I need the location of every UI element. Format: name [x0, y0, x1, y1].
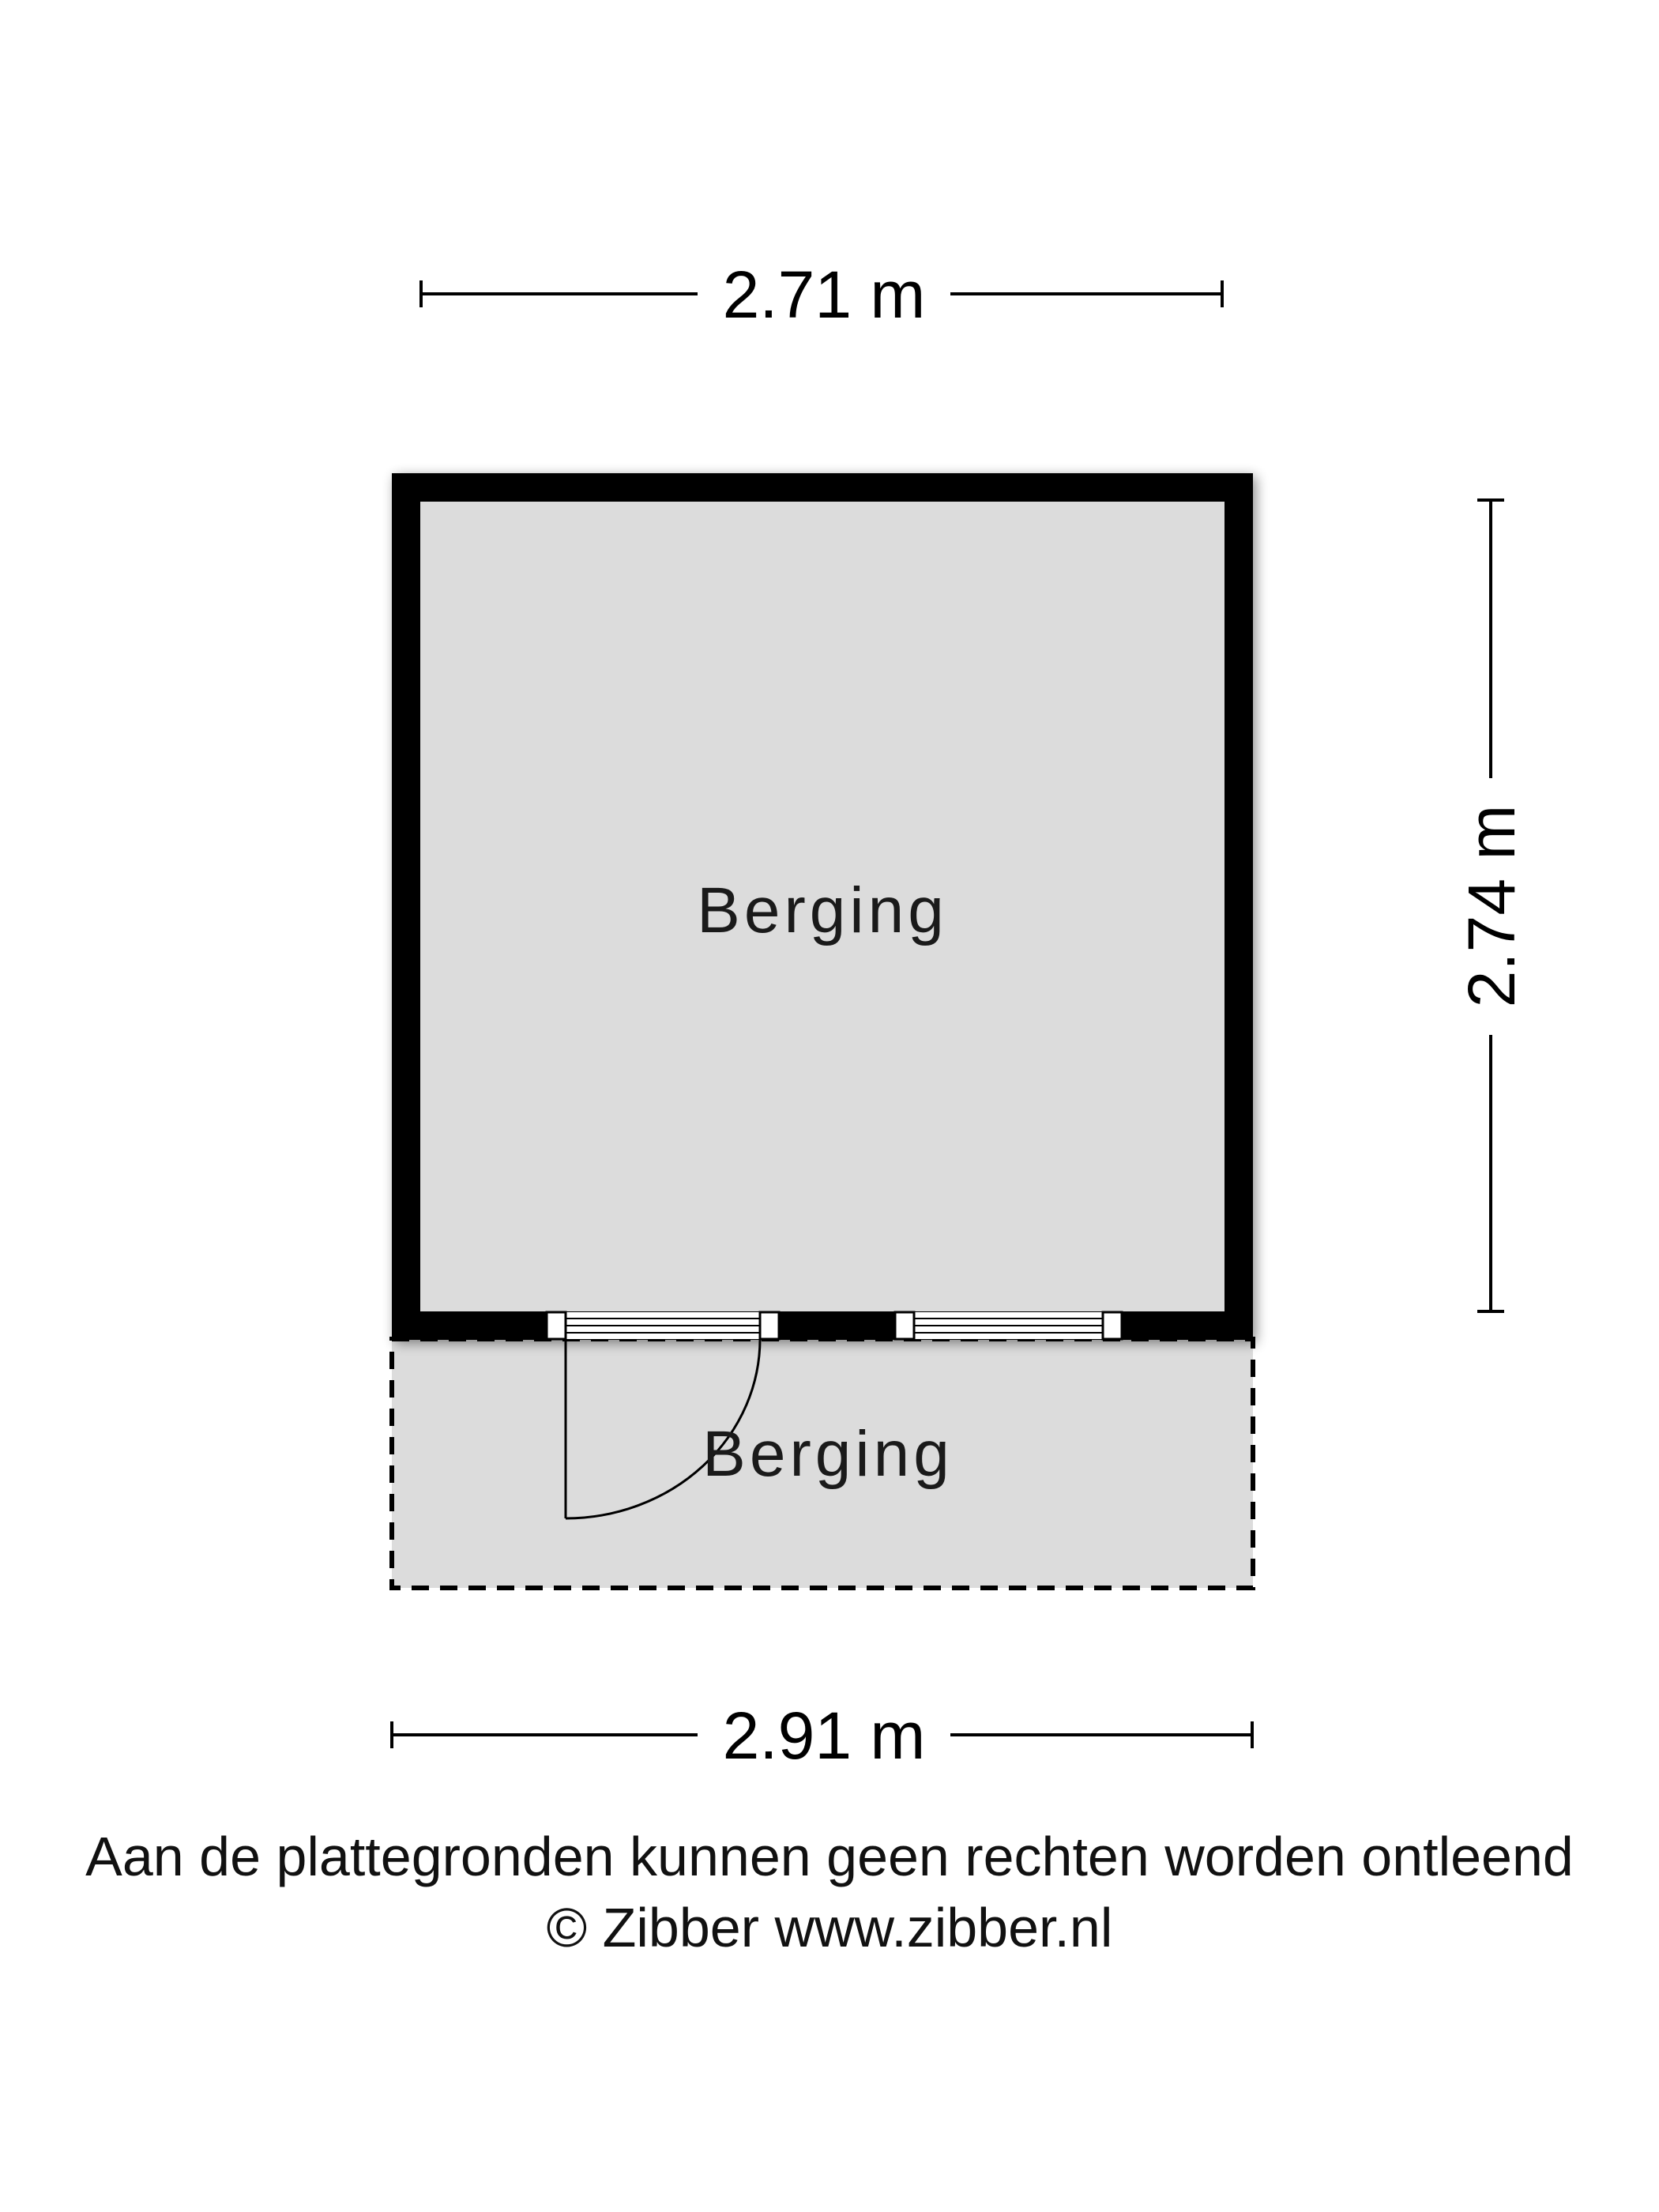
disclaimer-text: Aan de plattegronden kunnen geen rechten worden ontleend	[85, 1826, 1574, 1887]
dimension-right	[1454, 500, 1529, 1311]
dimension-bottom	[392, 1698, 1252, 1773]
dimension-top-label: 2.71 m	[722, 258, 926, 332]
dimension-bottom-label: 2.91 m	[722, 1698, 926, 1773]
copyright-text: © Zibber www.zibber.nl	[546, 1897, 1113, 1958]
dimension-right-label: 2.74 m	[1454, 804, 1529, 1008]
room-label-outdoor: Berging	[702, 1418, 954, 1490]
dimension-top	[421, 258, 1222, 332]
window	[895, 1312, 1122, 1339]
room-label-main: Berging	[697, 875, 948, 946]
door-opening	[547, 1312, 779, 1339]
